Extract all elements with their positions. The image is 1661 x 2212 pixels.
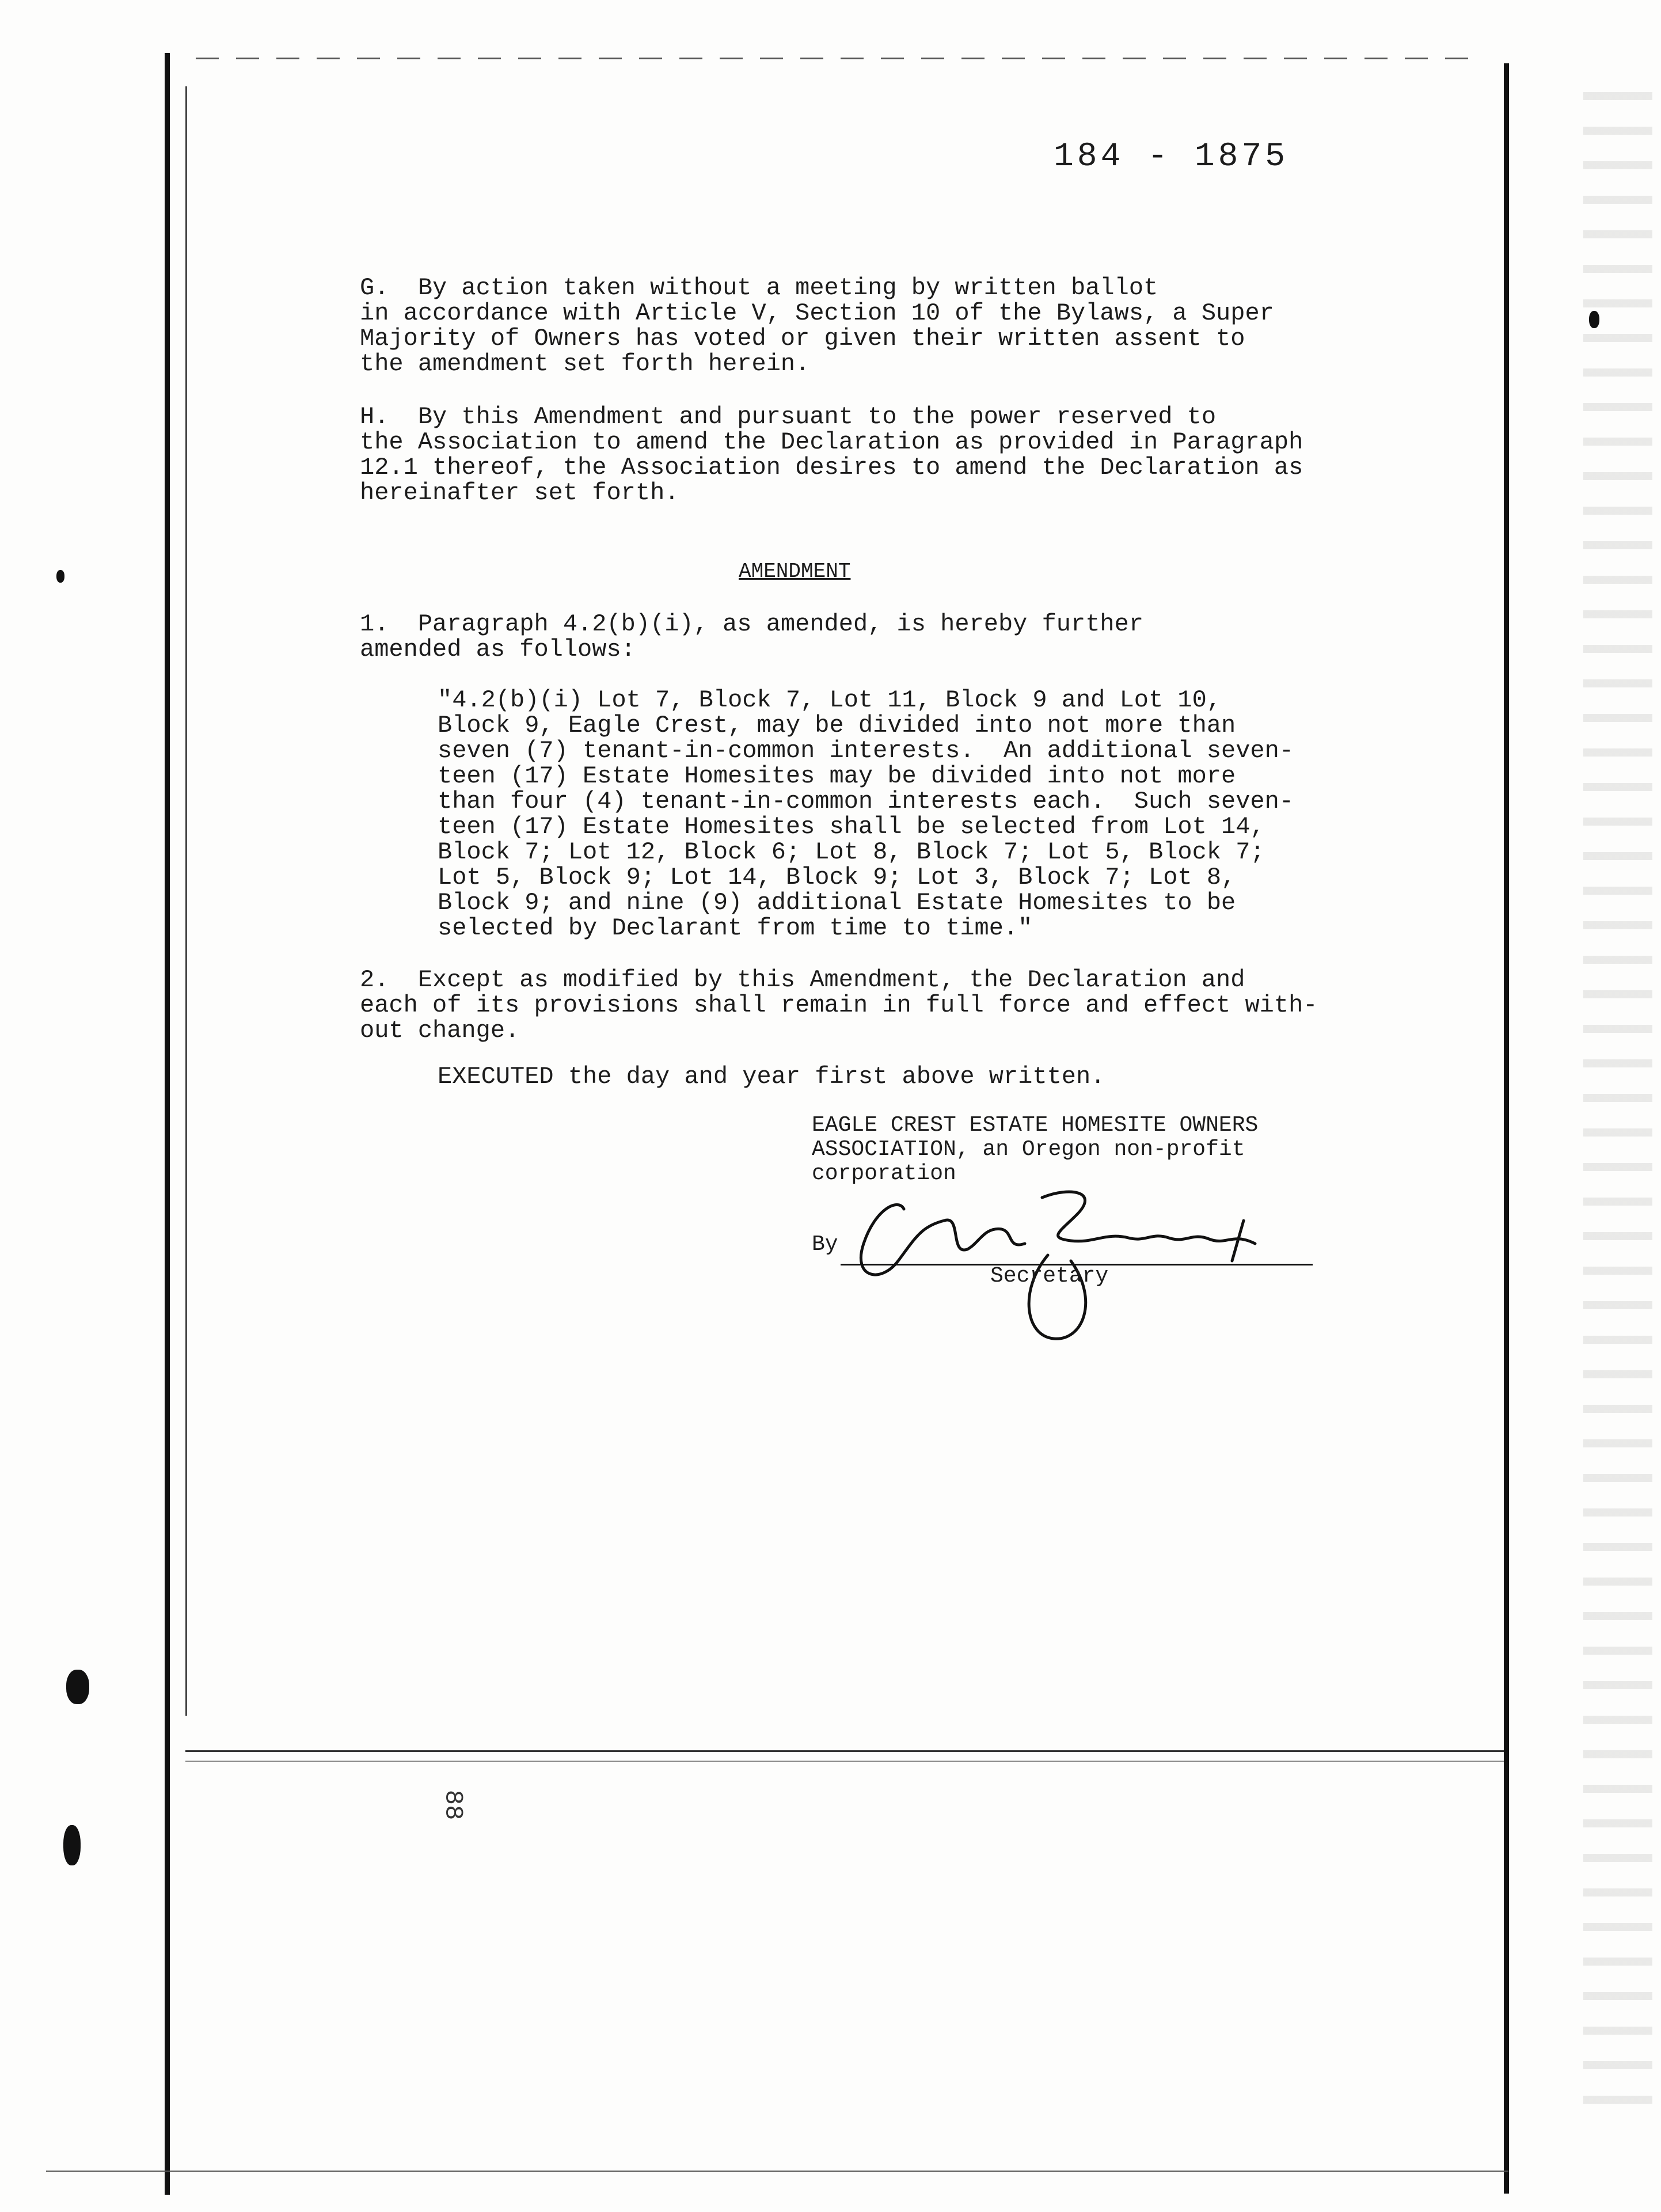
signatory-block: EAGLE CREST ESTATE HOMESITE OWNERS ASSOCIATION, an Oregon non-profit corporation [812, 1113, 1259, 1186]
scan-bottom-border [185, 1750, 1504, 1752]
scan-smudge [66, 1670, 89, 1704]
scan-left-border [165, 53, 170, 2195]
scan-right-border [1504, 63, 1509, 2194]
amendment-item-2: 2. Except as modified by this Amendment, the Declaration and each of its provisions shall remain in full force and effect with- out change. [360, 966, 1318, 1044]
amendment-quote: "4.2(b)(i) Lot 7, Block 7, Lot 11, Block 9 and Lot 10, Block 9, Eagle Crest, may be divided into not more than seven (7) tenant-in-common interests. An additional seven- teen (17) Estate Homesites may be divided into not more than four (4) tenant-in-common interests each. Such seven- teen (17) Estate Homesites shall be selected from Lot 14, Block 7; Lot 12, Block 6; Lot 8, Block 7; Lot 5, Block 7; Lot 5, Block 9; Lot 14, Block 9; Lot 3, Block 7; Lot 8, Block 9; and nine (9) additional Estate Homesites to be selected by Declarant from time to time." [438, 686, 1294, 942]
scan-inner-border [185, 86, 187, 1716]
scan-smudge [63, 1825, 81, 1865]
scan-bottom-border-2 [185, 1761, 1504, 1762]
amendment-item-1: 1. Paragraph 4.2(b)(i), as amended, is hereby further amended as follows: [360, 610, 1144, 663]
paragraph-h: H. By this Amendment and pursuant to the power reserved to the Association to amend the Declaration as provided in Paragraph 12.1 thereof, the Association desires to amend the Declaration as hereinafter set forth. [360, 403, 1303, 507]
amendment-heading: AMENDMENT [739, 560, 851, 583]
scan-smudge [56, 570, 64, 583]
scan-right-noise [1583, 92, 1652, 2107]
signer-title: Secretary [990, 1264, 1109, 1289]
scan-foot-edge [46, 2171, 1508, 2172]
executed-line: EXECUTED the day and year first above written. [438, 1063, 1105, 1090]
by-label: By [812, 1232, 838, 1257]
scan-top-edge [196, 58, 1485, 59]
handwritten-signature [829, 1175, 1290, 1347]
margin-mark: 88 [438, 1789, 467, 1820]
document-number: 184 - 1875 [1054, 138, 1289, 176]
paragraph-g: G. By action taken without a meeting by written ballot in accordance with Article V, Section 10 of the Bylaws, a Super Majority of Owners has voted or given their written assent to the amendment set forth herein. [360, 274, 1274, 378]
scan-smudge [1589, 311, 1599, 328]
